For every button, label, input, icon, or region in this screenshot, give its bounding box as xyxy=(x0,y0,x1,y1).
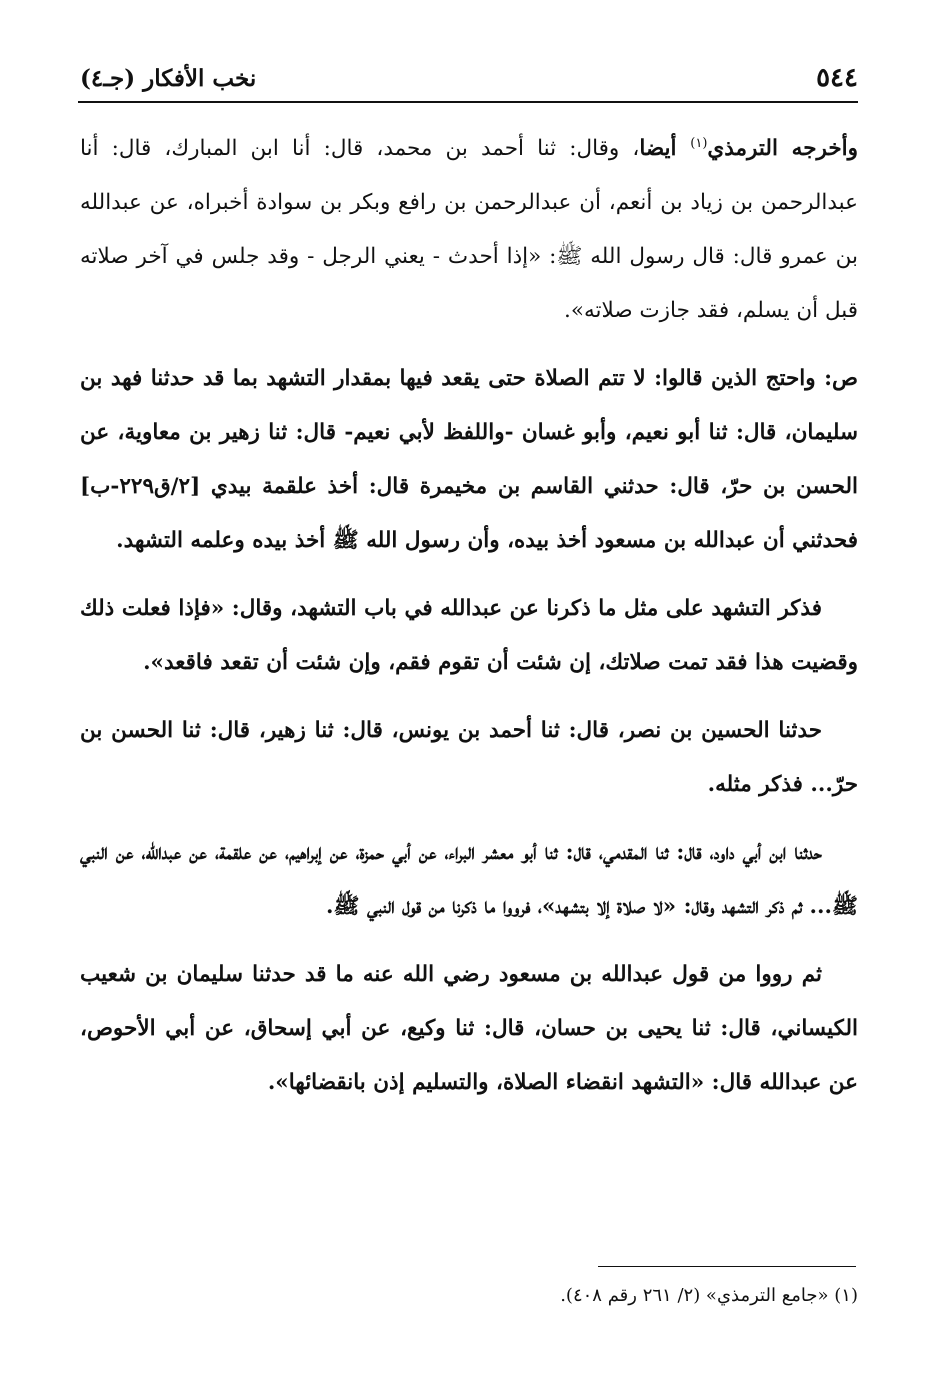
paragraph-1 xyxy=(80,122,858,338)
paragraph-2: ص: واحتج الذين قالوا: لا تتم الصلاة حتى يقعد فيها بمقدار التشهد بما قد حدثنا فهد بن سليمان، قال: ثنا أبو نعيم، وأبو غسان -واللفظ لأبي نعيم- قال: ثنا زهير بن معاوية، عن الحسن بن حرّ، قال: حدثني القاسم بن مخيمرة قال: أخذ علقمة بيدي [٢/ق٢٢٩-ب] فحدثني أن عبدالله بن مسعود أخذ بيده، وأن رسول الله ﷺ أخذ بيده وعلمه التشهد. xyxy=(80,366,858,553)
paragraph-lead-after: أيضا xyxy=(639,136,691,161)
paragraph-4: حدثنا الحسين بن نصر، قال: ثنا أحمد بن يونس، قال: ثنا زهير، قال: ثنا الحسن بن حرّ... فذكر مثله. xyxy=(80,718,858,797)
paragraph-6: ثم رووا من قول عبدالله بن مسعود رضي الله عنه ما قد حدثنا سليمان بن شعيب الكيساني، قال: ثنا يحيى بن حسان، قال: ثنا وكيع، عن أبي إسحاق، عن أبي الأحوص، عن عبدالله قال: «التشهد انقضاء الصلاة، والتسليم إذن بانقضائها». xyxy=(80,962,858,1095)
paragraph-5: حدثنا ابن أبي داود، قال: ثنا المقدمي، قال: ثنا أبو معشر البراء، عن أبي حمزة، عن إبراهيم، عن علقمة، عن عبدالله، عن النبي ﷺ... ثم ذكر التشهد وقال: «لا صلاة إلا بتشهد»، فرووا ما ذكرنا من قول النبي ﷺ. xyxy=(80,840,858,919)
main-text xyxy=(80,122,858,1124)
footnote-reference[interactable]: (١) xyxy=(690,135,708,151)
page-number: ٥٤٤ xyxy=(816,63,858,93)
footnote: (١) «جامع الترمذي» (٢/ ٢٦١ رقم ٤٠٨). xyxy=(560,1285,858,1306)
footnote-divider xyxy=(598,1266,856,1267)
running-title: نخب الأفكار (جـ٤) xyxy=(80,64,257,92)
header-divider xyxy=(78,101,858,103)
page-header xyxy=(80,58,858,98)
paragraph-lead: وأخرجه الترمذي xyxy=(707,136,858,161)
paragraph-text: ، وقال: ثنا أحمد بن محمد، قال: أنا ابن المبارك، قال: أنا عبدالرحمن بن زياد بن أنعم، أن عبدالرحمن بن رافع وبكر بن سوادة أخبراه، عن عبدالله بن عمرو قال: قال رسول الله ﷺ: «إذا أحدث - يعني الرجل - وقد جلس في آخر صلاته قبل أن يسلم، فقد جازت صلاته». xyxy=(80,136,858,323)
paragraph-3: فذكر التشهد على مثل ما ذكرنا عن عبدالله في باب التشهد، وقال: «فإذا فعلت ذلك وقضيت هذا فقد تمت صلاتك، إن شئت أن تقوم فقم، وإن شئت أن تقعد فاقعد». xyxy=(80,596,858,675)
